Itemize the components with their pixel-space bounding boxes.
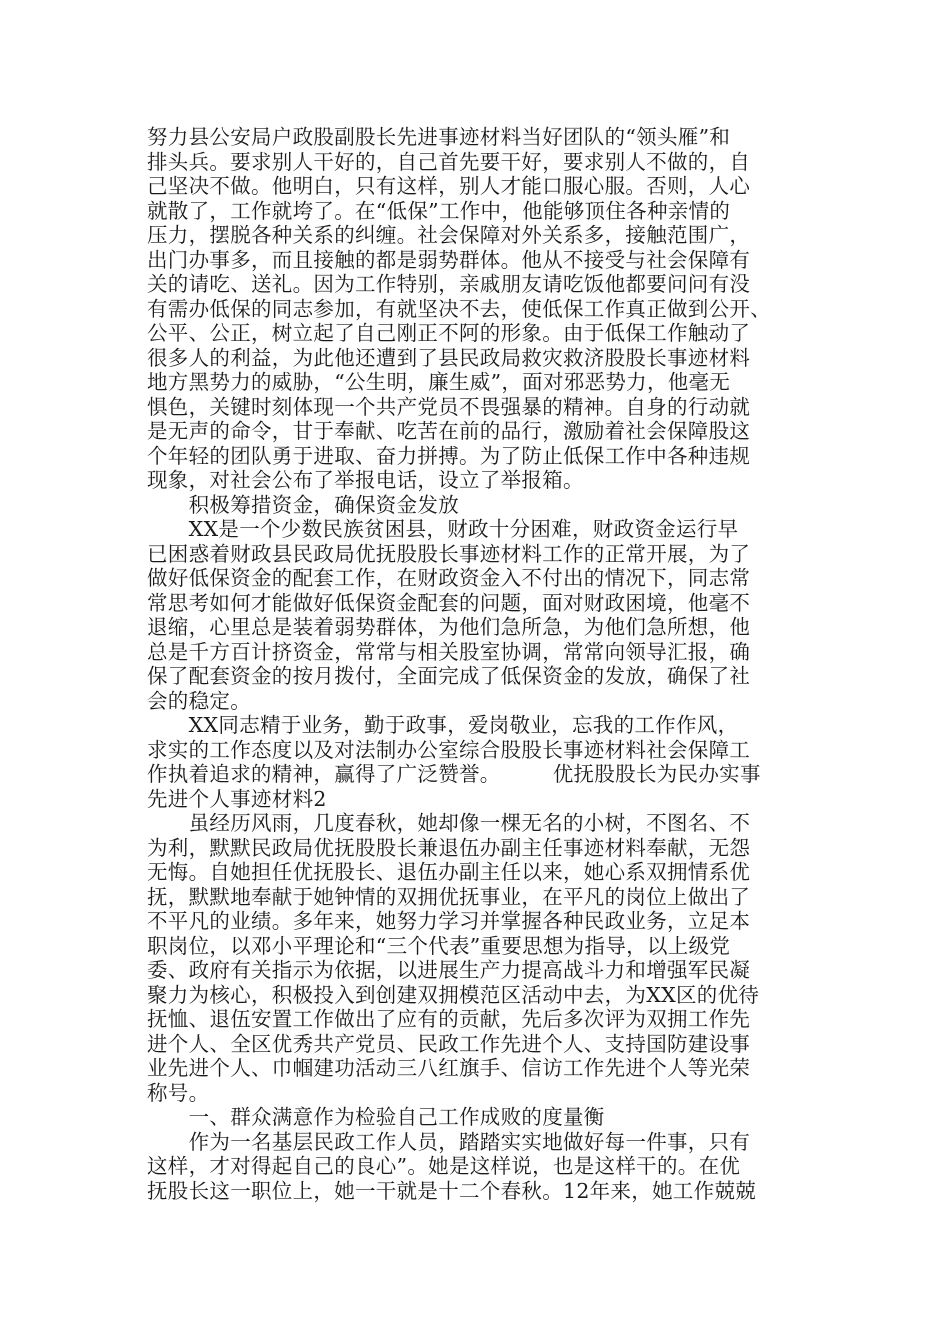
- text-line: 聚力为核心，积极投入到创建双拥模范区活动中去，为XX区的优待: [147, 982, 760, 1007]
- text-line: XX是一个少数民族贫困县，财政十分困难，财政资金运行早: [147, 517, 739, 541]
- text-line: 有需办低保的同志参加，有就坚决不去，使低保工作真正做到公开、: [147, 296, 771, 321]
- text-line: 现象，对社会公布了举报电话，设立了举报箱。: [147, 468, 584, 492]
- text-line: 个年轻的团队勇于进取、奋力拼搏。为了防止低保工作中各种违规: [147, 443, 751, 468]
- text-line: 为利，默默民政局优抚股股长兼退伍办副主任事迹材料奉献，无怨: [147, 835, 751, 860]
- text-line: 抚恤、退伍安置工作做出了应有的贡献，先后多次评为双拥工作先: [147, 1007, 751, 1031]
- text-line: 抚，默默地奉献于她钟情的双拥优抚事业，在平凡的岗位上做出了: [147, 884, 751, 909]
- text-line: 不平凡的业绩。多年来，她努力学习并掌握各种民政业务，立足本: [147, 909, 751, 933]
- text-line: XX同志精于业务，勤于政事，爱岗敬业，忘我的工作作风，: [147, 713, 739, 737]
- text-line: 压力，摆脱各种关系的纠缠。社会保障对外关系多，接触范围广，: [147, 223, 751, 247]
- text-line: 做好低保资金的配套工作，在财政资金入不付出的情况下，同志常: [147, 566, 751, 590]
- text-line: 常思考如何才能做好低保资金配套的问题，面对财政困境，他毫不: [147, 590, 751, 615]
- text-line: 地方黑势力的威胁，“公生明，廉生威”，面对邪恶势力，他毫无: [147, 370, 731, 394]
- text-line: 会的稳定。: [147, 688, 251, 713]
- text-line: 保了配套资金的按月拨付，全面完成了低保资金的发放，确保了社: [147, 664, 751, 688]
- text-line: 退缩，心里总是装着弱势群体，为他们急所急，为他们急所想，他: [147, 615, 751, 639]
- text-line: 业先进个人、巾帼建功活动三八红旗手、信访工作先进个人等光荣: [147, 1056, 751, 1080]
- text-line: 这样，才对得起自己的良心”。她是这样说，也是这样干的。在优: [147, 1154, 741, 1178]
- text-line: 称号。: [147, 1080, 210, 1105]
- text-line: 抚股长这一职位上，她一干就是十二个春秋。12年来，她工作兢兢: [147, 1178, 757, 1203]
- text-line: 努力县公安局户政股副股长先进事迹材料当好团队的“领头雁”和: [147, 125, 731, 149]
- text-line: 就散了，工作就垮了。在“低保”工作中，他能够顶住各种亲情的: [147, 198, 731, 223]
- text-line: 排头兵。要求别人干好的，自己首先要干好，要求别人不做的，自: [147, 149, 751, 174]
- text-line: 关的请吃、送礼。因为工作特别，亲戚朋友请吃饭他都要问问有没: [147, 272, 751, 296]
- text-line: 作执着追求的精神，赢得了广泛赞誉。 优抚股股长为民办实事: [147, 762, 761, 786]
- text-line: 很多人的利益，为此他还遭到了县民政局救灾救济股股长事迹材料: [147, 345, 751, 370]
- text-line: 虽经历风雨，几度春秋，她却像一棵无名的小树，不图名、不: [147, 811, 751, 835]
- text-line: 求实的工作态度以及对法制办公室综合股股长事迹材料社会保障工: [147, 737, 751, 762]
- text-line: 己坚决不做。他明白，只有这样，别人才能口服心服。否则，人心: [147, 174, 751, 198]
- text-line: 进个人、全区优秀共产党员、民政工作先进个人、支持国防建设事: [147, 1031, 751, 1056]
- text-line: 无悔。自她担任优抚股长、退伍办副主任以来，她心系双拥情系优: [147, 860, 751, 884]
- document-body: [147, 125, 823, 1203]
- section-heading: 积极筹措资金，确保资金发放: [147, 492, 459, 517]
- text-line: 是无声的命令，甘于奉献、吃苦在前的品行，激励着社会保障股这: [147, 419, 751, 443]
- text-line: 委、政府有关指示为依据，以进展生产力提高战斗力和增强军民凝: [147, 958, 751, 982]
- text-line: 先进个人事迹材料2: [147, 786, 327, 811]
- section-heading: 一、群众满意作为检验自己工作成败的度量衡: [147, 1105, 605, 1129]
- text-line: 职岗位，以邓小平理论和“三个代表”重要思想为指导，以上级党: [147, 933, 731, 958]
- text-line: 总是千方百计挤资金，常常与相关股室协调，常常向领导汇报，确: [147, 639, 751, 664]
- text-line: 已困惑着财政县民政局优抚股股长事迹材料工作的正常开展，为了: [147, 541, 751, 566]
- text-line: 惧色，关键时刻体现一个共产党员不畏强暴的精神。自身的行动就: [147, 394, 751, 419]
- text-line: 公平、公正，树立起了自己刚正不阿的形象。由于低保工作触动了: [147, 321, 751, 345]
- text-line: 作为一名基层民政工作人员，踏踏实实地做好每一件事，只有: [147, 1129, 751, 1154]
- text-line: 出门办事多，而且接触的都是弱势群体。他从不接受与社会保障有: [147, 247, 751, 272]
